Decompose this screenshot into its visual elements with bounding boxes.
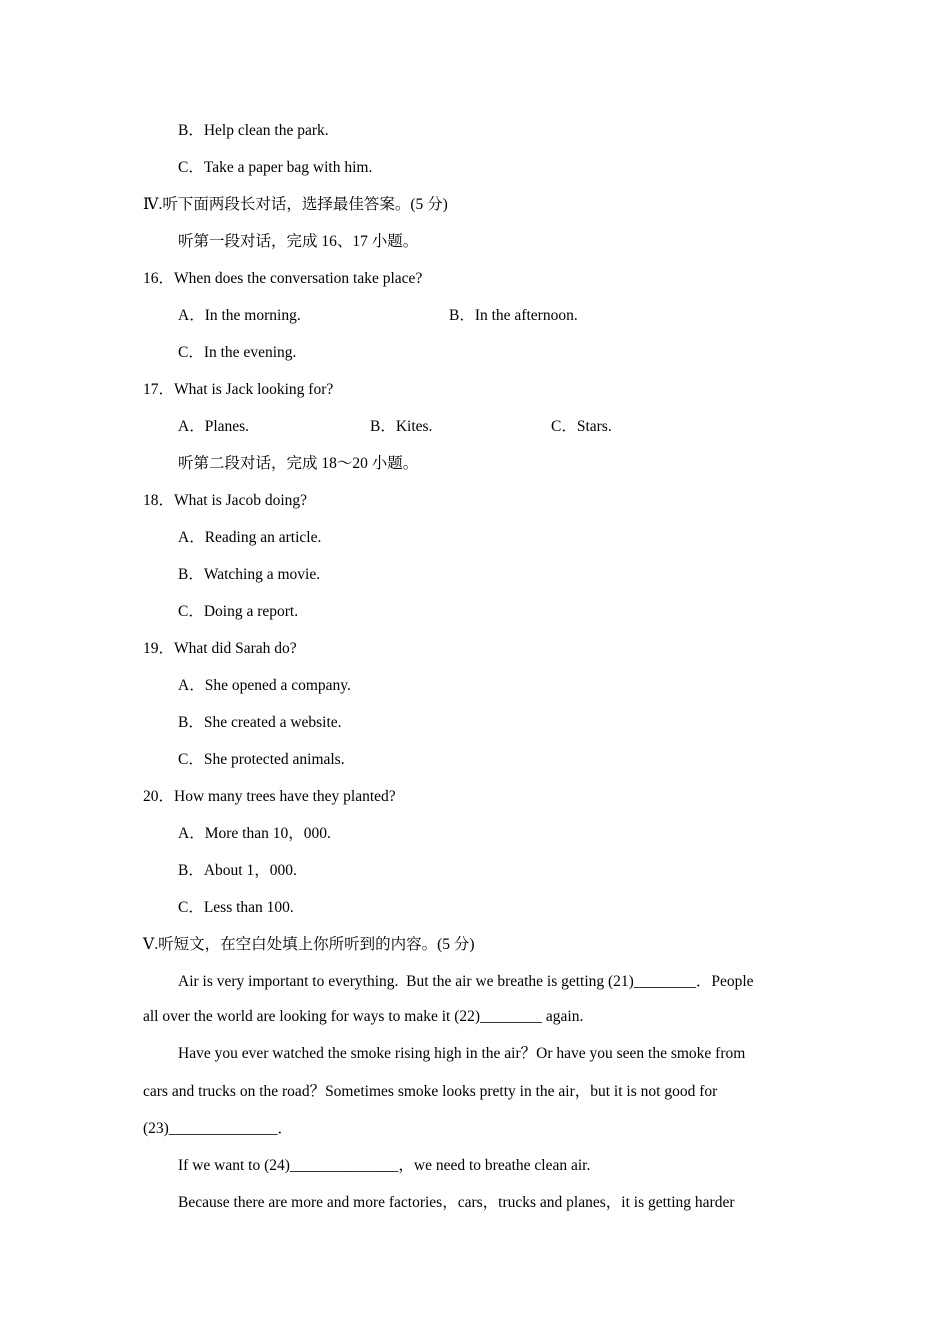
option-b: B．Kites.: [370, 418, 433, 435]
passage-line: If we want to (24)______________，we need to breathe clean air.: [178, 1157, 591, 1174]
option-a: A．Reading an article.: [178, 529, 322, 546]
option-a: A．More than 10，000.: [178, 825, 331, 842]
option-c: C．Take a paper bag with him.: [178, 159, 373, 176]
passage-line: all over the world are looking for ways to make it (22)________ again.: [143, 1008, 584, 1025]
dialog-1-intro: 听第一段对话，完成 16、17 小题。: [178, 233, 419, 250]
option-c: C．Stars.: [551, 418, 612, 435]
option-a: A．She opened a company.: [178, 677, 351, 694]
option-b: B．She created a website.: [178, 714, 342, 731]
question-20: 20．How many trees have they planted?: [143, 788, 396, 805]
dialog-2-intro: 听第二段对话，完成 18～20 小题。: [178, 455, 419, 472]
option-c: C．Doing a report.: [178, 603, 299, 620]
question-18: 18．What is Jacob doing?: [143, 492, 308, 509]
passage-line: cars and trucks on the road？Sometimes smoke looks pretty in the air，but it is not good for: [143, 1083, 718, 1100]
option-c: C．In the evening.: [178, 344, 297, 361]
question-19: 19．What did Sarah do?: [143, 640, 297, 657]
option-b: B．About 1，000.: [178, 862, 297, 879]
question-17: 17．What is Jack looking for?: [143, 381, 334, 398]
passage-line: Have you ever watched the smoke rising high in the air？Or have you seen the smoke from: [178, 1045, 746, 1062]
option-c: C．Less than 100.: [178, 899, 294, 916]
option-c: C．She protected animals.: [178, 751, 345, 768]
passage-line: Air is very important to everything. But the air we breathe is getting (21)________．People: [178, 973, 754, 990]
section-heading-v: Ⅴ.听短文，在空白处填上你所听到的内容。(5 分): [143, 936, 475, 953]
passage-line: Because there are more and more factories，cars，trucks and planes，it is getting harder: [178, 1194, 735, 1211]
option-b: B．In the afternoon.: [449, 307, 578, 324]
question-16: 16．When does the conversation take place?: [143, 270, 423, 287]
passage-line: (23)______________．: [143, 1120, 293, 1137]
option-a: A．Planes.: [178, 418, 250, 435]
option-b: B．Watching a movie.: [178, 566, 321, 583]
option-a: A．In the morning.: [178, 307, 301, 324]
option-b: B．Help clean the park.: [178, 122, 329, 139]
section-heading-iv: Ⅳ.听下面两段长对话，选择最佳答案。(5 分): [143, 196, 448, 213]
